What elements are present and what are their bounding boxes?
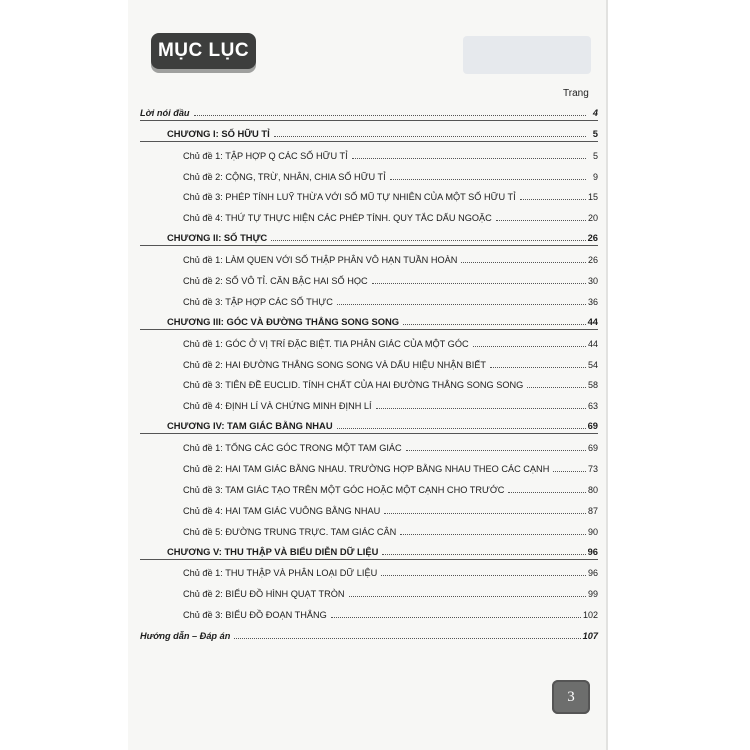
- table-of-contents: [140, 100, 598, 643]
- dot-leader: [406, 449, 586, 451]
- toc-entry-label: Chủ đề 2: HAI TAM GIÁC BẰNG NHAU. TRƯỜNG HỢP BẰNG NHAU THEO CÁC CẠNH: [183, 464, 550, 475]
- toc-entry-label: Chủ đề 1: TẬP HỢP Q CÁC SỐ HỮU TỈ: [183, 150, 348, 161]
- toc-entry-label: CHƯƠNG III: GÓC VÀ ĐƯỜNG THẲNG SONG SONG: [167, 315, 400, 327]
- dot-leader: [496, 219, 586, 221]
- toc-entry-label: Chủ đề 3: PHÉP TÍNH LUỸ THỪA VỚI SỐ MŨ TỰ NHIÊN CỦA MỘT SỐ HỮU TỈ: [183, 192, 516, 203]
- toc-chapter-row[interactable]: [140, 413, 598, 434]
- toc-entry-label: Chủ đề 3: TIÊN ĐỀ EUCLID. TÍNH CHẤT CỦA HAI ĐƯỜNG THẲNG SONG SONG: [183, 380, 524, 391]
- page-number-badge: [552, 680, 590, 714]
- toc-entry-page: 9: [592, 171, 598, 182]
- dot-leader: [271, 239, 585, 241]
- toc-entry-page: 36: [587, 296, 598, 307]
- dot-leader: [553, 470, 586, 472]
- dot-leader: [337, 303, 586, 305]
- dot-leader: [194, 114, 586, 116]
- toc-chapter-row[interactable]: [140, 539, 598, 560]
- toc-entry-page: 73: [587, 464, 598, 475]
- toc-entry-page: 69: [587, 443, 598, 454]
- toc-entry-page: 44: [587, 338, 598, 349]
- toc-entry-page: 99: [587, 589, 598, 600]
- toc-topic-row[interactable]: [140, 601, 598, 622]
- page-number: 3: [567, 688, 575, 705]
- toc-entry-label: Chủ đề 3: TẬP HỢP CÁC SỐ THỰC: [183, 296, 333, 307]
- toc-entry-page: 96: [587, 545, 598, 557]
- dot-leader: [527, 386, 586, 388]
- toc-topic-row[interactable]: [140, 580, 598, 601]
- toc-entry-label: Chủ đề 4: ĐỊNH LÍ VÀ CHỨNG MINH ĐỊNH LÍ: [183, 401, 372, 412]
- toc-topic-row[interactable]: [140, 184, 598, 205]
- page-title: [151, 33, 256, 69]
- toc-entry-label: CHƯƠNG I: SỐ HỮU TỈ: [167, 127, 270, 139]
- toc-topic-row[interactable]: [140, 330, 598, 351]
- toc-entry-label: Chủ đề 5: ĐƯỜNG TRUNG TRỰC. TAM GIÁC CÂN: [183, 526, 397, 537]
- toc-entry-label: Chủ đề 3: TAM GIÁC TẠO TRÊN MỘT GÓC HOẶC MỘT CẠNH CHO TRƯỚC: [183, 484, 505, 495]
- toc-entry-page: 80: [587, 484, 598, 495]
- dot-leader: [376, 407, 586, 409]
- dot-leader: [520, 198, 586, 200]
- toc-chapter-row[interactable]: [140, 309, 598, 330]
- toc-entry-label: Chủ đề 4: HAI TAM GIÁC VUÔNG BẰNG NHAU: [183, 505, 381, 516]
- show-through-banner: [463, 36, 591, 74]
- toc-entry-page: 26: [587, 255, 598, 266]
- toc-entry-page: 102: [582, 610, 598, 621]
- dot-leader: [461, 261, 586, 263]
- toc-topic-row[interactable]: [140, 497, 598, 518]
- toc-topic-row[interactable]: [140, 455, 598, 476]
- toc-topic-row[interactable]: [140, 246, 598, 267]
- toc-entry-page: 26: [587, 232, 598, 244]
- toc-entry-label: Chủ đề 1: GÓC Ở VỊ TRÍ ĐẶC BIỆT. TIA PHÂN GIÁC CỦA MỘT GÓC: [183, 338, 469, 349]
- toc-entry-page: 96: [587, 568, 598, 579]
- toc-entry-label: Chủ đề 2: CỘNG, TRỪ, NHÂN, CHIA SỐ HỮU TỈ: [183, 171, 386, 182]
- dot-leader: [337, 427, 586, 429]
- toc-topic-row[interactable]: [140, 372, 598, 393]
- toc-topic-row[interactable]: [140, 351, 598, 372]
- toc-entry-label: Chủ đề 1: LÀM QUEN VỚI SỐ THẬP PHÂN VÔ HẠN TUẦN HOÀN: [183, 255, 458, 266]
- toc-topic-row[interactable]: [140, 288, 598, 309]
- page-column-label: Trang: [563, 88, 589, 99]
- toc-entry-page: 5: [592, 150, 598, 161]
- toc-entry-page: 30: [587, 276, 598, 287]
- toc-topic-row[interactable]: [140, 163, 598, 184]
- dot-leader: [403, 323, 585, 325]
- toc-entry-label: Chủ đề 3: BIỂU ĐỒ ĐOẠN THẲNG: [183, 610, 327, 621]
- toc-topic-row[interactable]: [140, 518, 598, 539]
- dot-leader: [234, 637, 580, 639]
- toc-entry-page: 69: [587, 420, 598, 432]
- toc-chapter-row[interactable]: [140, 121, 598, 142]
- toc-topic-row[interactable]: [140, 267, 598, 288]
- toc-section-row[interactable]: [140, 100, 598, 121]
- toc-topic-row[interactable]: [140, 204, 598, 225]
- toc-entry-label: CHƯƠNG IV: TAM GIÁC BẰNG NHAU: [167, 420, 333, 432]
- dot-leader: [352, 157, 586, 159]
- toc-entry-label: Chủ đề 4: THỨ TỰ THỰC HIỆN CÁC PHÉP TÍNH. QUY TẮC DẤU NGOẶC: [183, 213, 492, 224]
- toc-topic-row[interactable]: [140, 392, 598, 413]
- dot-leader: [349, 595, 586, 597]
- toc-section-row[interactable]: [140, 622, 598, 643]
- dot-leader: [384, 512, 586, 514]
- dot-leader: [490, 366, 586, 368]
- toc-entry-label: Hướng dẫn – Đáp án: [140, 631, 231, 642]
- toc-entry-label: Lời nói đầu: [140, 107, 190, 118]
- dot-leader: [382, 553, 585, 555]
- toc-entry-label: Chủ đề 2: BIỂU ĐỒ HÌNH QUẠT TRÒN: [183, 589, 345, 600]
- toc-chapter-row[interactable]: [140, 225, 598, 246]
- dot-leader: [390, 178, 586, 180]
- page-title-text: MỤC LỤC: [157, 40, 250, 61]
- dot-leader: [381, 574, 586, 576]
- toc-entry-page: 87: [587, 505, 598, 516]
- toc-topic-row[interactable]: [140, 434, 598, 455]
- dot-leader: [400, 533, 586, 535]
- dot-leader: [331, 616, 581, 618]
- dot-leader: [372, 282, 586, 284]
- toc-entry-label: Chủ đề 2: SỐ VÔ TỈ. CĂN BẬC HAI SỐ HỌC: [183, 276, 368, 287]
- toc-topic-row[interactable]: [140, 560, 598, 581]
- toc-entry-page: 20: [587, 213, 598, 224]
- toc-entry-page: 15: [587, 192, 598, 203]
- toc-entry-page: 90: [587, 526, 598, 537]
- toc-entry-page: 107: [582, 631, 598, 642]
- toc-entry-page: 63: [587, 401, 598, 412]
- toc-entry-label: Chủ đề 1: THU THẬP VÀ PHÂN LOẠI DỮ LIỆU: [183, 568, 378, 579]
- toc-entry-page: 4: [592, 107, 598, 118]
- toc-entry-label: Chủ đề 2: HAI ĐƯỜNG THẲNG SONG SONG VÀ DẤU HIỆU NHẬN BIẾT: [183, 359, 486, 370]
- toc-entry-page: 54: [587, 359, 598, 370]
- toc-topic-row[interactable]: [140, 476, 598, 497]
- dot-leader: [473, 345, 586, 347]
- toc-entry-page: 58: [587, 380, 598, 391]
- dot-leader: [274, 135, 586, 137]
- toc-topic-row[interactable]: [140, 142, 598, 163]
- dot-leader: [508, 491, 586, 493]
- toc-entry-label: CHƯƠNG II: SỐ THỰC: [167, 232, 268, 244]
- toc-entry-label: CHƯƠNG V: THU THẬP VÀ BIỂU DIỄN DỮ LIỆU: [167, 545, 379, 557]
- toc-entry-page: 5: [592, 127, 598, 139]
- toc-entry-page: 44: [587, 315, 598, 327]
- toc-entry-label: Chủ đề 1: TỔNG CÁC GÓC TRONG MỘT TAM GIÁC: [183, 443, 402, 454]
